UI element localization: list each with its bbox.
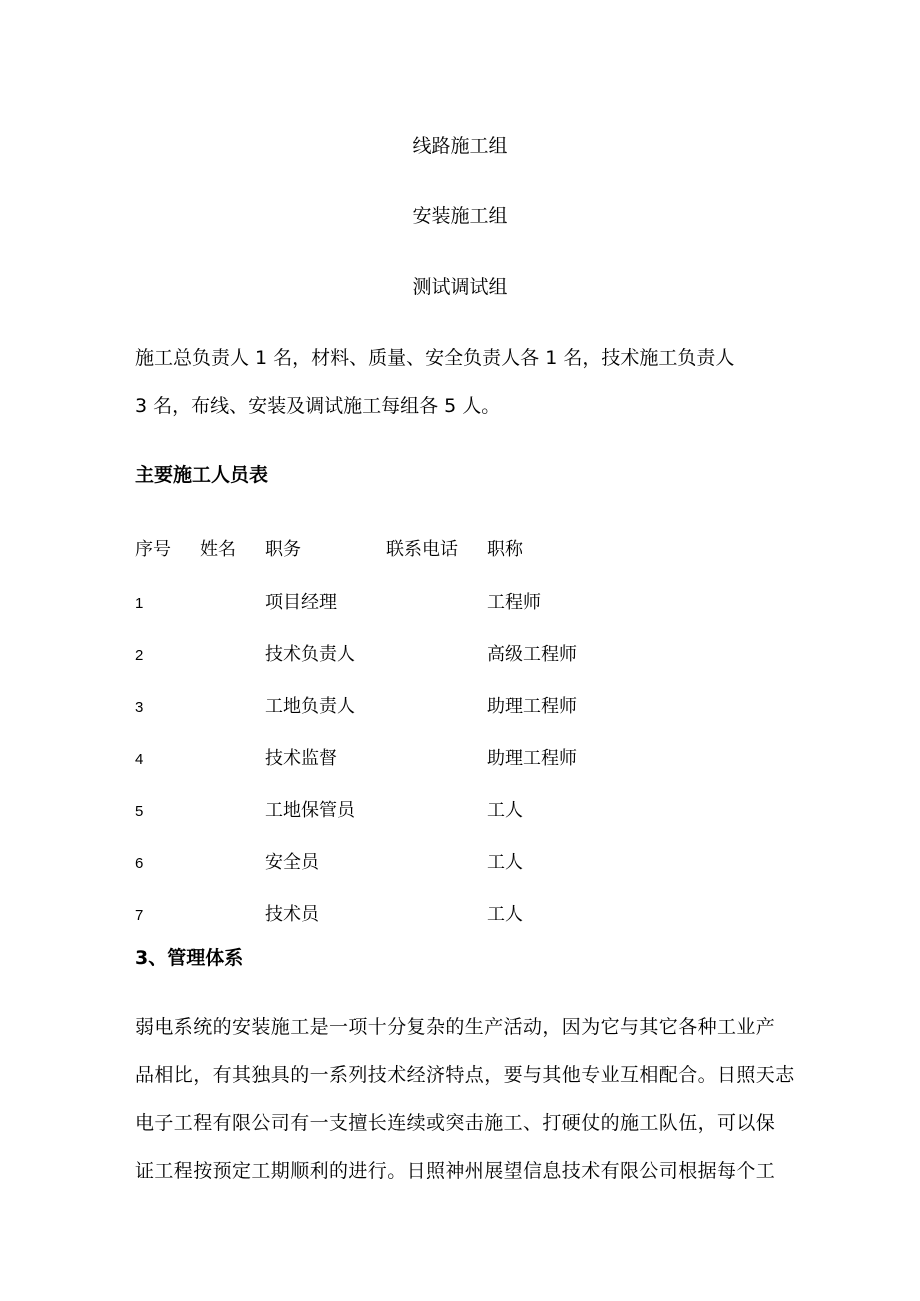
- row-4-position: 技术监督: [265, 748, 337, 769]
- row-2-position: 技术负责人: [265, 644, 355, 665]
- row-6-no: 6: [135, 855, 144, 872]
- staffing-line-1: 施工总负责人 1 名，材料、质量、安全负责人各 1 名，技术施工负责人: [135, 347, 735, 369]
- row-2-title: 高级工程师: [487, 644, 577, 665]
- org-group-label: 线路施工组: [412, 135, 508, 157]
- row-4-no: 4: [135, 751, 144, 768]
- row-7-no: 7: [135, 907, 144, 924]
- row-7-title: 工人: [487, 904, 523, 925]
- row-3-title: 助理工程师: [487, 696, 577, 717]
- row-3-no: 3: [135, 699, 144, 716]
- section-body-line-1: 弱电系统的安装施工是一项十分复杂的生产活动，因为它与其它各种工业产: [135, 1016, 776, 1038]
- staffing-line-2: 3 名，布线、安装及调试施工每组各 5 人。: [135, 395, 501, 417]
- row-6-title: 工人: [487, 852, 523, 873]
- header-phone: 联系电话: [386, 539, 458, 560]
- header-name: 姓名: [200, 539, 236, 560]
- section-heading: 3、管理体系: [135, 947, 244, 969]
- row-7-position: 技术员: [265, 904, 319, 925]
- row-3-position: 工地负责人: [265, 696, 355, 717]
- row-5-title: 工人: [487, 800, 523, 821]
- header-no: 序号: [135, 539, 171, 560]
- row-4-title: 助理工程师: [487, 748, 577, 769]
- row-5-no: 5: [135, 803, 144, 820]
- header-position: 职务: [265, 539, 301, 560]
- header-title: 职称: [487, 539, 523, 560]
- row-1-position: 项目经理: [265, 592, 337, 613]
- section-body-line-2: 品相比，有其独具的一系列技术经济特点，要与其他专业互相配合。日照天志: [135, 1064, 795, 1086]
- row-1-no: 1: [135, 595, 144, 612]
- row-5-position: 工地保管员: [265, 800, 355, 821]
- staff-table-title: 主要施工人员表: [135, 464, 269, 486]
- section-body-line-3: 电子工程有限公司有一支擅长连续或突击施工、打硬仗的施工队伍，可以保: [135, 1112, 776, 1134]
- section-body-line-4: 证工程按预定工期顺利的进行。日照神州展望信息技术有限公司根据每个工: [135, 1160, 776, 1182]
- org-group-label: 测试调试组: [412, 276, 508, 298]
- org-group-label: 安装施工组: [412, 205, 508, 227]
- row-1-title: 工程师: [487, 592, 541, 613]
- row-6-position: 安全员: [265, 852, 319, 873]
- row-2-no: 2: [135, 647, 144, 664]
